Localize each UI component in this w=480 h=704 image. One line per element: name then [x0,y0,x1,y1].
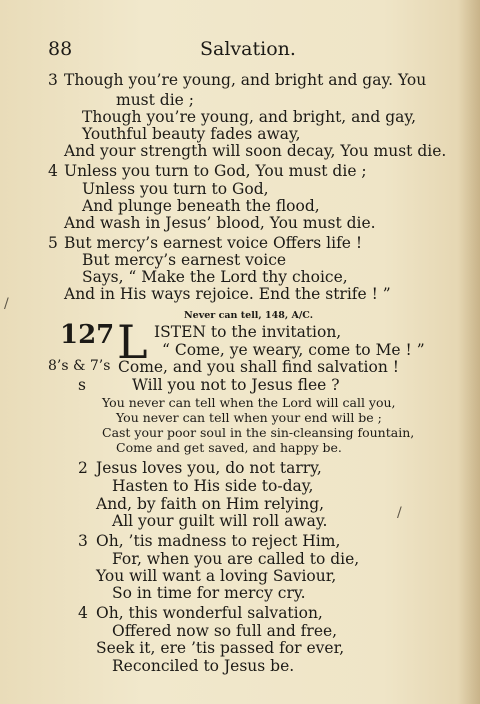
verse-line: must die ; [116,91,194,109]
chorus-line: Cast your poor soul in the sin-cleansing fountain, [102,425,415,440]
verse-number: 4 [78,604,88,622]
verse-line: Unless you turn to God, [82,180,269,198]
page-title: Salvation. [200,38,296,60]
verse-number: 2 [78,459,88,477]
margin-pencil-mark: / [4,296,9,312]
verse-line: Oh, ’tis madness to reject Him, [96,532,341,550]
page-number: 88 [48,38,73,60]
chorus-mark: s [78,376,86,394]
hymn-number: 127 [60,320,115,350]
page-edge-shadow [458,0,480,704]
verse-number: 3 [78,532,88,550]
verse-line: And plunge beneath the flood, [82,197,320,215]
chorus-line: Come and get saved, and happy be. [116,440,342,455]
hymn-meter: 8’s & 7’s [48,358,111,374]
verse-line: And in His ways rejoice. End the strife ! ” [64,285,391,303]
verse-line: Oh, this wonderful salvation, [96,604,323,622]
verse-line: All your guilt will roll away. [112,512,328,530]
verse-line: Will you not to Jesus flee ? [132,376,340,394]
verse-line: For, when you are called to die, [112,550,360,568]
verse-line: But mercy’s earnest voice [82,251,287,269]
verse-line: Offered now so full and free, [112,622,338,640]
verse-line: Hasten to His side to-day, [112,477,314,495]
tune-reference: Never can tell, 148, A/C. [184,310,314,321]
verse-line: Unless you turn to God, You must die ; [64,162,367,180]
verse-line: You will want a loving Saviour, [96,567,337,585]
verse-line: “ Come, ye weary, come to Me ! ” [162,341,425,359]
margin-pencil-mark: / [397,505,402,521]
verse-line: And your strength will soon decay, You must die. [64,142,447,160]
verse-line: And wash in Jesus’ blood, You must die. [64,214,376,232]
verse-line: Though you’re young, and bright, and gay, [82,108,417,126]
verse-line: ISTEN to the invitation, [154,323,342,341]
verse-number: 4 [48,162,58,180]
verse-line: Reconciled to Jesus be. [112,657,295,675]
verse-number: 5 [48,234,58,252]
chorus-line: You never can tell when your end will be ; [116,410,382,425]
verse-line: So in time for mercy cry. [112,584,306,602]
verse-line: Jesus loves you, do not tarry, [96,459,322,477]
verse-line: Seek it, ere ’tis passed for ever, [96,639,345,657]
verse-number: 3 [48,71,58,89]
drop-cap: L [117,315,148,369]
chorus-line: You never can tell when the Lord will call you, [102,395,396,410]
verse-line: Youthful beauty fades away, [82,125,301,143]
verse-line: Says, “ Make the Lord thy choice, [82,268,348,286]
verse-line: Come, and you shall find salvation ! [118,358,399,376]
verse-line: And, by faith on Him relying, [96,495,325,513]
verse-line: But mercy’s earnest voice Offers life ! [64,234,363,252]
verse-line: Though you’re young, and bright and gay. You [64,71,427,89]
